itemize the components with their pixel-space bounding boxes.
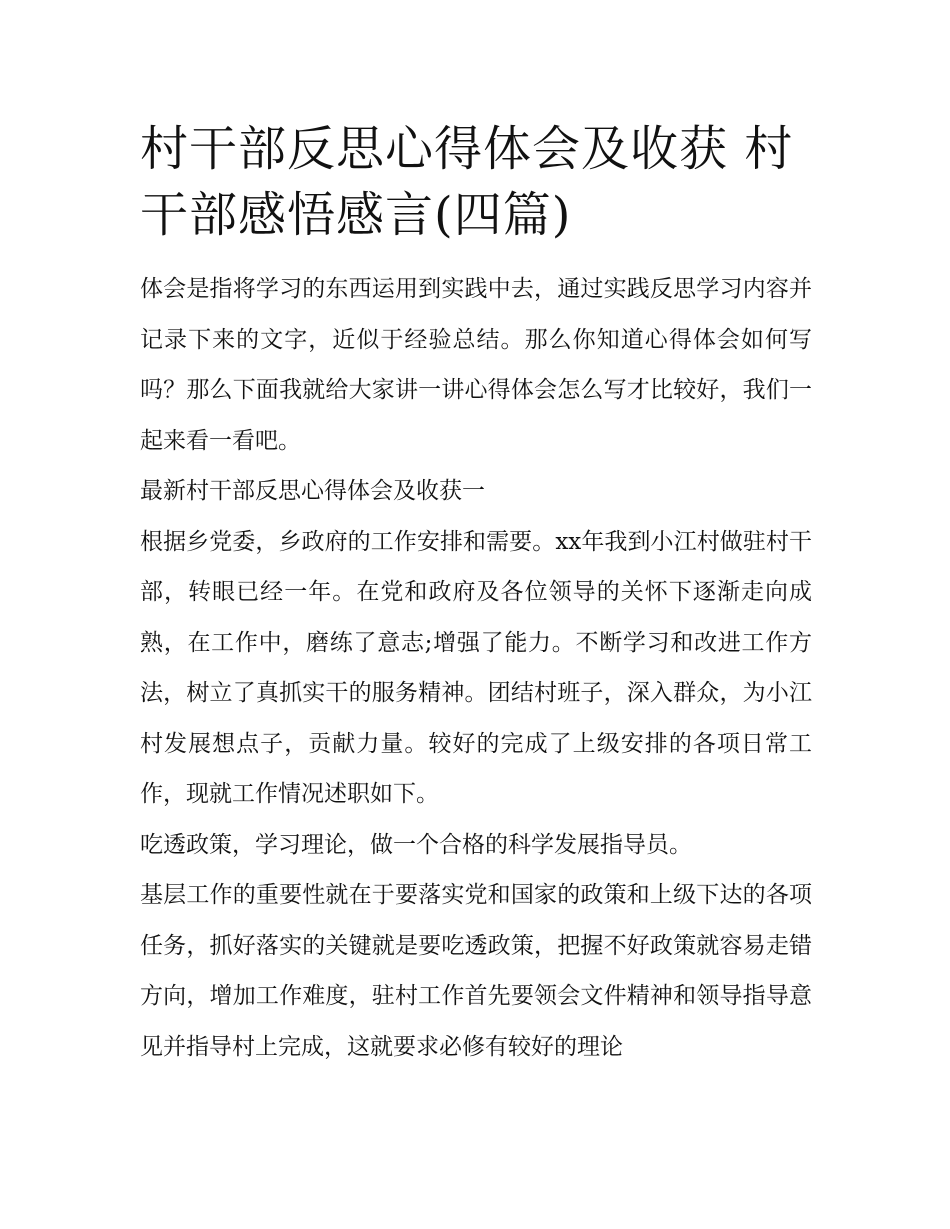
- paragraph-intro: 体会是指将学习的东西运用到实践中去，通过实践反思学习内容并记录下来的文字，近似于经验总结。那么你知道心得体会如何写吗？那么下面我就给大家讲一讲心得体会怎么写才比较好，我们一起来看一看吧。: [140, 276, 812, 454]
- document-title: 村干部反思心得体会及收获 村干部感悟感言(四篇): [140, 121, 794, 243]
- subheading-policy: 吃透政策，学习理论，做一个合格的科学发展指导员。: [140, 831, 692, 858]
- paragraph-policy: 基层工作的重要性就在于要落实党和国家的政策和上级下达的各项任务，抓好落实的关键就是要吃透政策，把握不好政策就容易走错方向，增加工作难度，驻村工作首先要领会文件精神和领导指导意见并指导村上完成，这就要求必修有较好的理论: [140, 882, 812, 1060]
- document-page: [140, 116, 812, 1072]
- paragraph-work-report: 根据乡党委，乡政府的工作安排和需要。xx年我到小江村做驻村干部，转眼已经一年。在党和政府及各位领导的关怀下逐渐走向成熟，在工作中，磨练了意志;增强了能力。不断学习和改进工作方法，树立了真抓实干的服务精神。团结村班子，深入群众，为小江村发展想点子，贡献力量。较好的完成了上级安排的各项日常工作，现就工作情况述职如下。: [140, 528, 812, 807]
- section-heading-1: 最新村干部反思心得体会及收获一: [140, 478, 485, 504]
